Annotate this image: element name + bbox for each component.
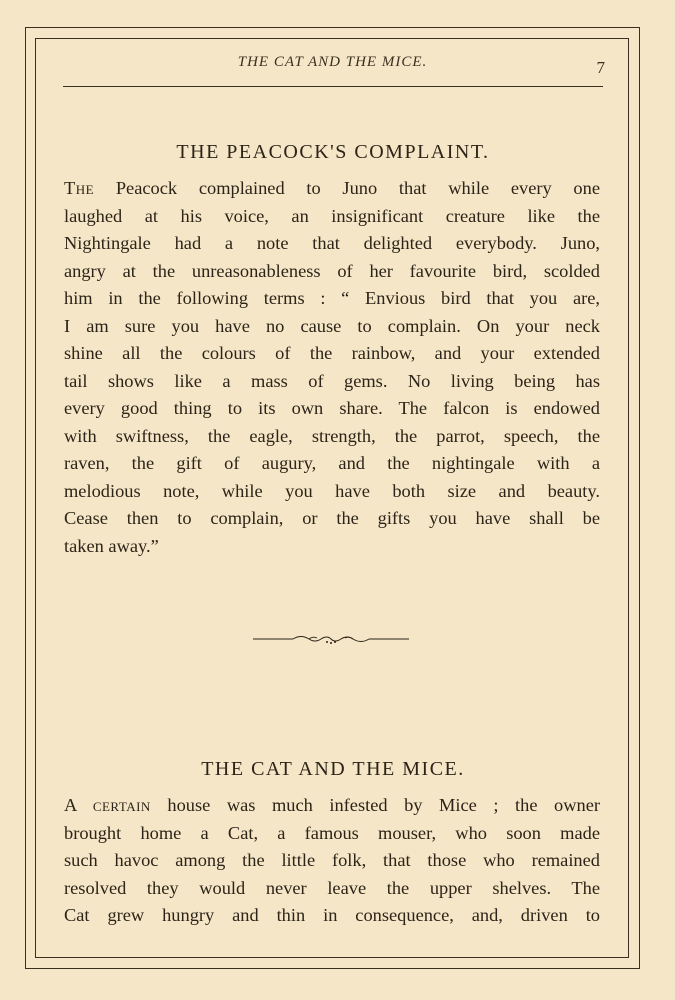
text-line: with swiftness, the eagle, strength, the parrot, speech, the	[64, 425, 600, 446]
text-line: raven, the gift of augury, and the nightingale with a	[64, 453, 600, 473]
text-line: resolved they would never leave the upper shelves. The	[64, 877, 600, 898]
text-line: melodious note, while you have both size and beauty.	[64, 480, 600, 501]
text-line: A certain house was much infested by Mice ; the owner	[64, 795, 600, 815]
flourish-divider-icon	[253, 631, 409, 647]
text-line: I am sure you have no cause to complain. On your neck	[64, 315, 600, 336]
fable-text-peacocks-complaint	[64, 175, 600, 560]
running-title: THE CAT AND THE MICE.	[237, 54, 428, 70]
text-line: taken away.”	[64, 535, 159, 556]
text-line: Cease then to complain, or the gifts you have shall be	[64, 508, 600, 528]
text-line: angry at the unreasonableness of her favourite bird, scolded	[64, 260, 600, 281]
text-line: tail shows like a mass of gems. No living being has	[64, 370, 600, 391]
text-line: such havoc among the little folk, that those who remained	[64, 850, 600, 870]
text-line: every good thing to its own share. The falcon is endowed	[64, 398, 600, 418]
text-line-rest: house was much infested by Mice ; the owner	[167, 795, 600, 815]
text-line: The Peacock complained to Juno that while every one	[64, 178, 600, 198]
running-header	[60, 52, 605, 82]
text-line: Cat grew hungry and thin in consequence, and, driven to	[64, 905, 600, 925]
fable-text-cat-and-mice	[64, 792, 600, 930]
fable-title-cat-and-mice: THE CAT AND THE MICE.	[201, 758, 465, 780]
text-line: brought home a Cat, a famous mouser, who soon made	[64, 822, 600, 843]
text-line: him in the following terms : “ Envious bird that you are,	[64, 288, 600, 308]
text-line: Nightingale had a note that delighted everybody. Juno,	[64, 233, 600, 253]
text-line: laughed at his voice, an insignificant creature like the	[64, 205, 600, 226]
fable-title-peacocks-complaint: THE PEACOCK'S COMPLAINT.	[176, 141, 490, 163]
page-number: 7	[596, 58, 605, 77]
text-line: shine all the colours of the rainbow, and your extended	[64, 343, 600, 363]
header-rule	[63, 86, 603, 87]
text-line-rest: Peacock complained to Juno that while every one	[115, 178, 600, 198]
